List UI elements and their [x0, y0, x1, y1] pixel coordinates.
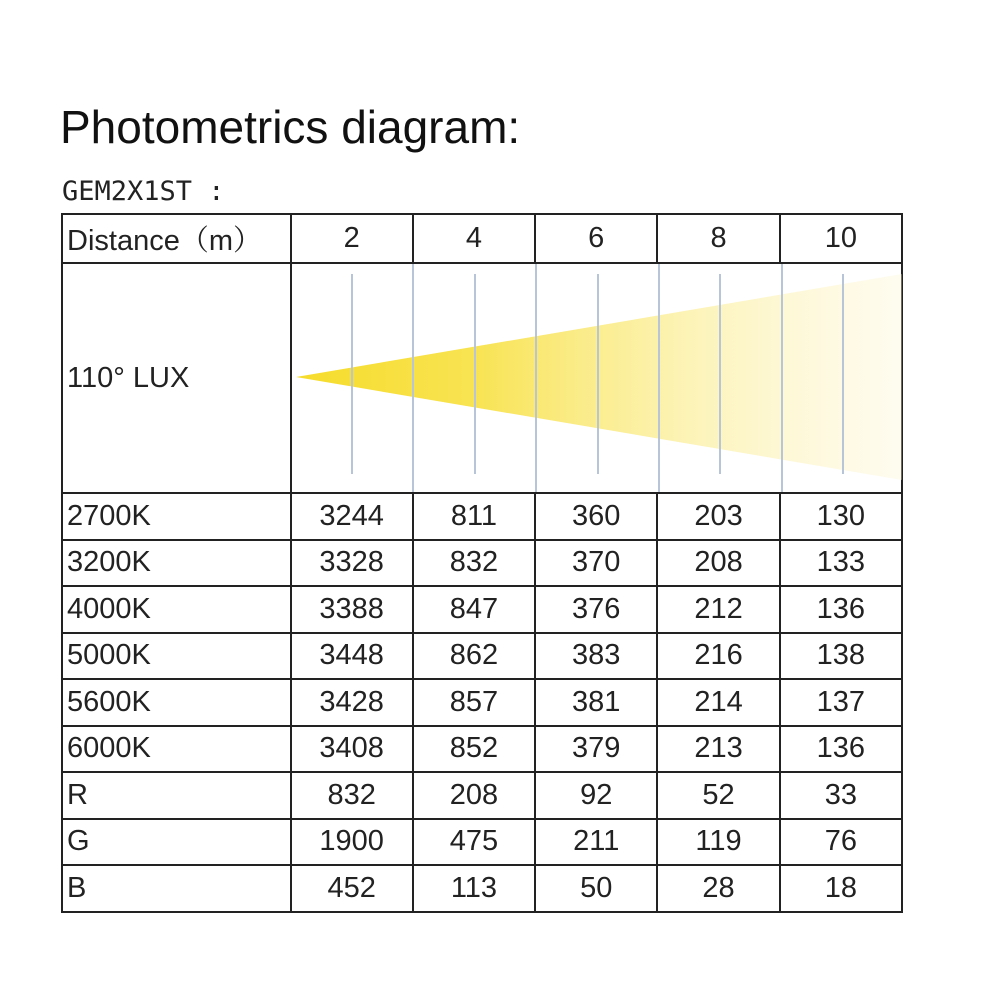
lux-value: 214: [657, 679, 779, 726]
beam-row: [62, 263, 902, 493]
lux-row: [62, 493, 902, 540]
lux-value: 811: [413, 493, 535, 540]
lux-value: 857: [413, 679, 535, 726]
row-label: 6000K: [62, 726, 291, 773]
lux-value: 137: [780, 679, 902, 726]
lux-value: 138: [780, 633, 902, 680]
lux-row: [62, 586, 902, 633]
lux-value: 832: [413, 540, 535, 587]
lux-value: 119: [657, 819, 779, 866]
lux-value: 852: [413, 726, 535, 773]
lux-row: [62, 772, 902, 819]
row-label: 2700K: [62, 493, 291, 540]
lux-value: 50: [535, 865, 657, 912]
beam-cone-graphic: [292, 264, 904, 492]
distance-4: 4: [413, 214, 535, 263]
beam-angle-label: 110° LUX: [62, 263, 291, 493]
lux-value: 832: [291, 772, 413, 819]
lux-row: [62, 819, 902, 866]
lux-row: [62, 726, 902, 773]
lux-value: 92: [535, 772, 657, 819]
lux-value: 3328: [291, 540, 413, 587]
lux-value: 203: [657, 493, 779, 540]
lux-value: 213: [657, 726, 779, 773]
row-label: 5000K: [62, 633, 291, 680]
lux-value: 28: [657, 865, 779, 912]
lux-value: 3244: [291, 493, 413, 540]
beam-diagram: [291, 263, 902, 493]
lux-row: [62, 633, 902, 680]
photometrics-table: [61, 213, 903, 913]
lux-value: 208: [657, 540, 779, 587]
lux-row: [62, 540, 902, 587]
model-label: GEM2X1ST :: [62, 176, 225, 207]
lux-value: 847: [413, 586, 535, 633]
lux-value: 3388: [291, 586, 413, 633]
page-title: Photometrics diagram:: [60, 101, 521, 153]
lux-value: 216: [657, 633, 779, 680]
lux-value: 212: [657, 586, 779, 633]
row-label: 5600K: [62, 679, 291, 726]
lux-value: 475: [413, 819, 535, 866]
distance-10: 10: [780, 214, 902, 263]
lux-value: 381: [535, 679, 657, 726]
row-label: R: [62, 772, 291, 819]
lux-value: 360: [535, 493, 657, 540]
lux-value: 76: [780, 819, 902, 866]
lux-value: 383: [535, 633, 657, 680]
lux-value: 211: [535, 819, 657, 866]
lux-value: 133: [780, 540, 902, 587]
lux-value: 208: [413, 772, 535, 819]
lux-data-rows: [62, 493, 902, 912]
lux-value: 3408: [291, 726, 413, 773]
lux-value: 136: [780, 726, 902, 773]
distance-2: 2: [291, 214, 413, 263]
distance-8: 8: [657, 214, 779, 263]
lux-value: 3448: [291, 633, 413, 680]
lux-value: 379: [535, 726, 657, 773]
row-label: 4000K: [62, 586, 291, 633]
lux-value: 52: [657, 772, 779, 819]
distance-header-label: Distance（m）: [62, 214, 291, 263]
header-row: [62, 214, 902, 263]
row-label: 3200K: [62, 540, 291, 587]
row-label: G: [62, 819, 291, 866]
lux-row: [62, 679, 902, 726]
lux-row: [62, 865, 902, 912]
lux-value: 376: [535, 586, 657, 633]
row-label: B: [62, 865, 291, 912]
lux-value: 862: [413, 633, 535, 680]
lux-value: 33: [780, 772, 902, 819]
lux-value: 18: [780, 865, 902, 912]
lux-value: 370: [535, 540, 657, 587]
lux-value: 136: [780, 586, 902, 633]
lux-value: 1900: [291, 819, 413, 866]
lux-value: 452: [291, 865, 413, 912]
distance-6: 6: [535, 214, 657, 263]
lux-value: 130: [780, 493, 902, 540]
lux-value: 113: [413, 865, 535, 912]
lux-value: 3428: [291, 679, 413, 726]
